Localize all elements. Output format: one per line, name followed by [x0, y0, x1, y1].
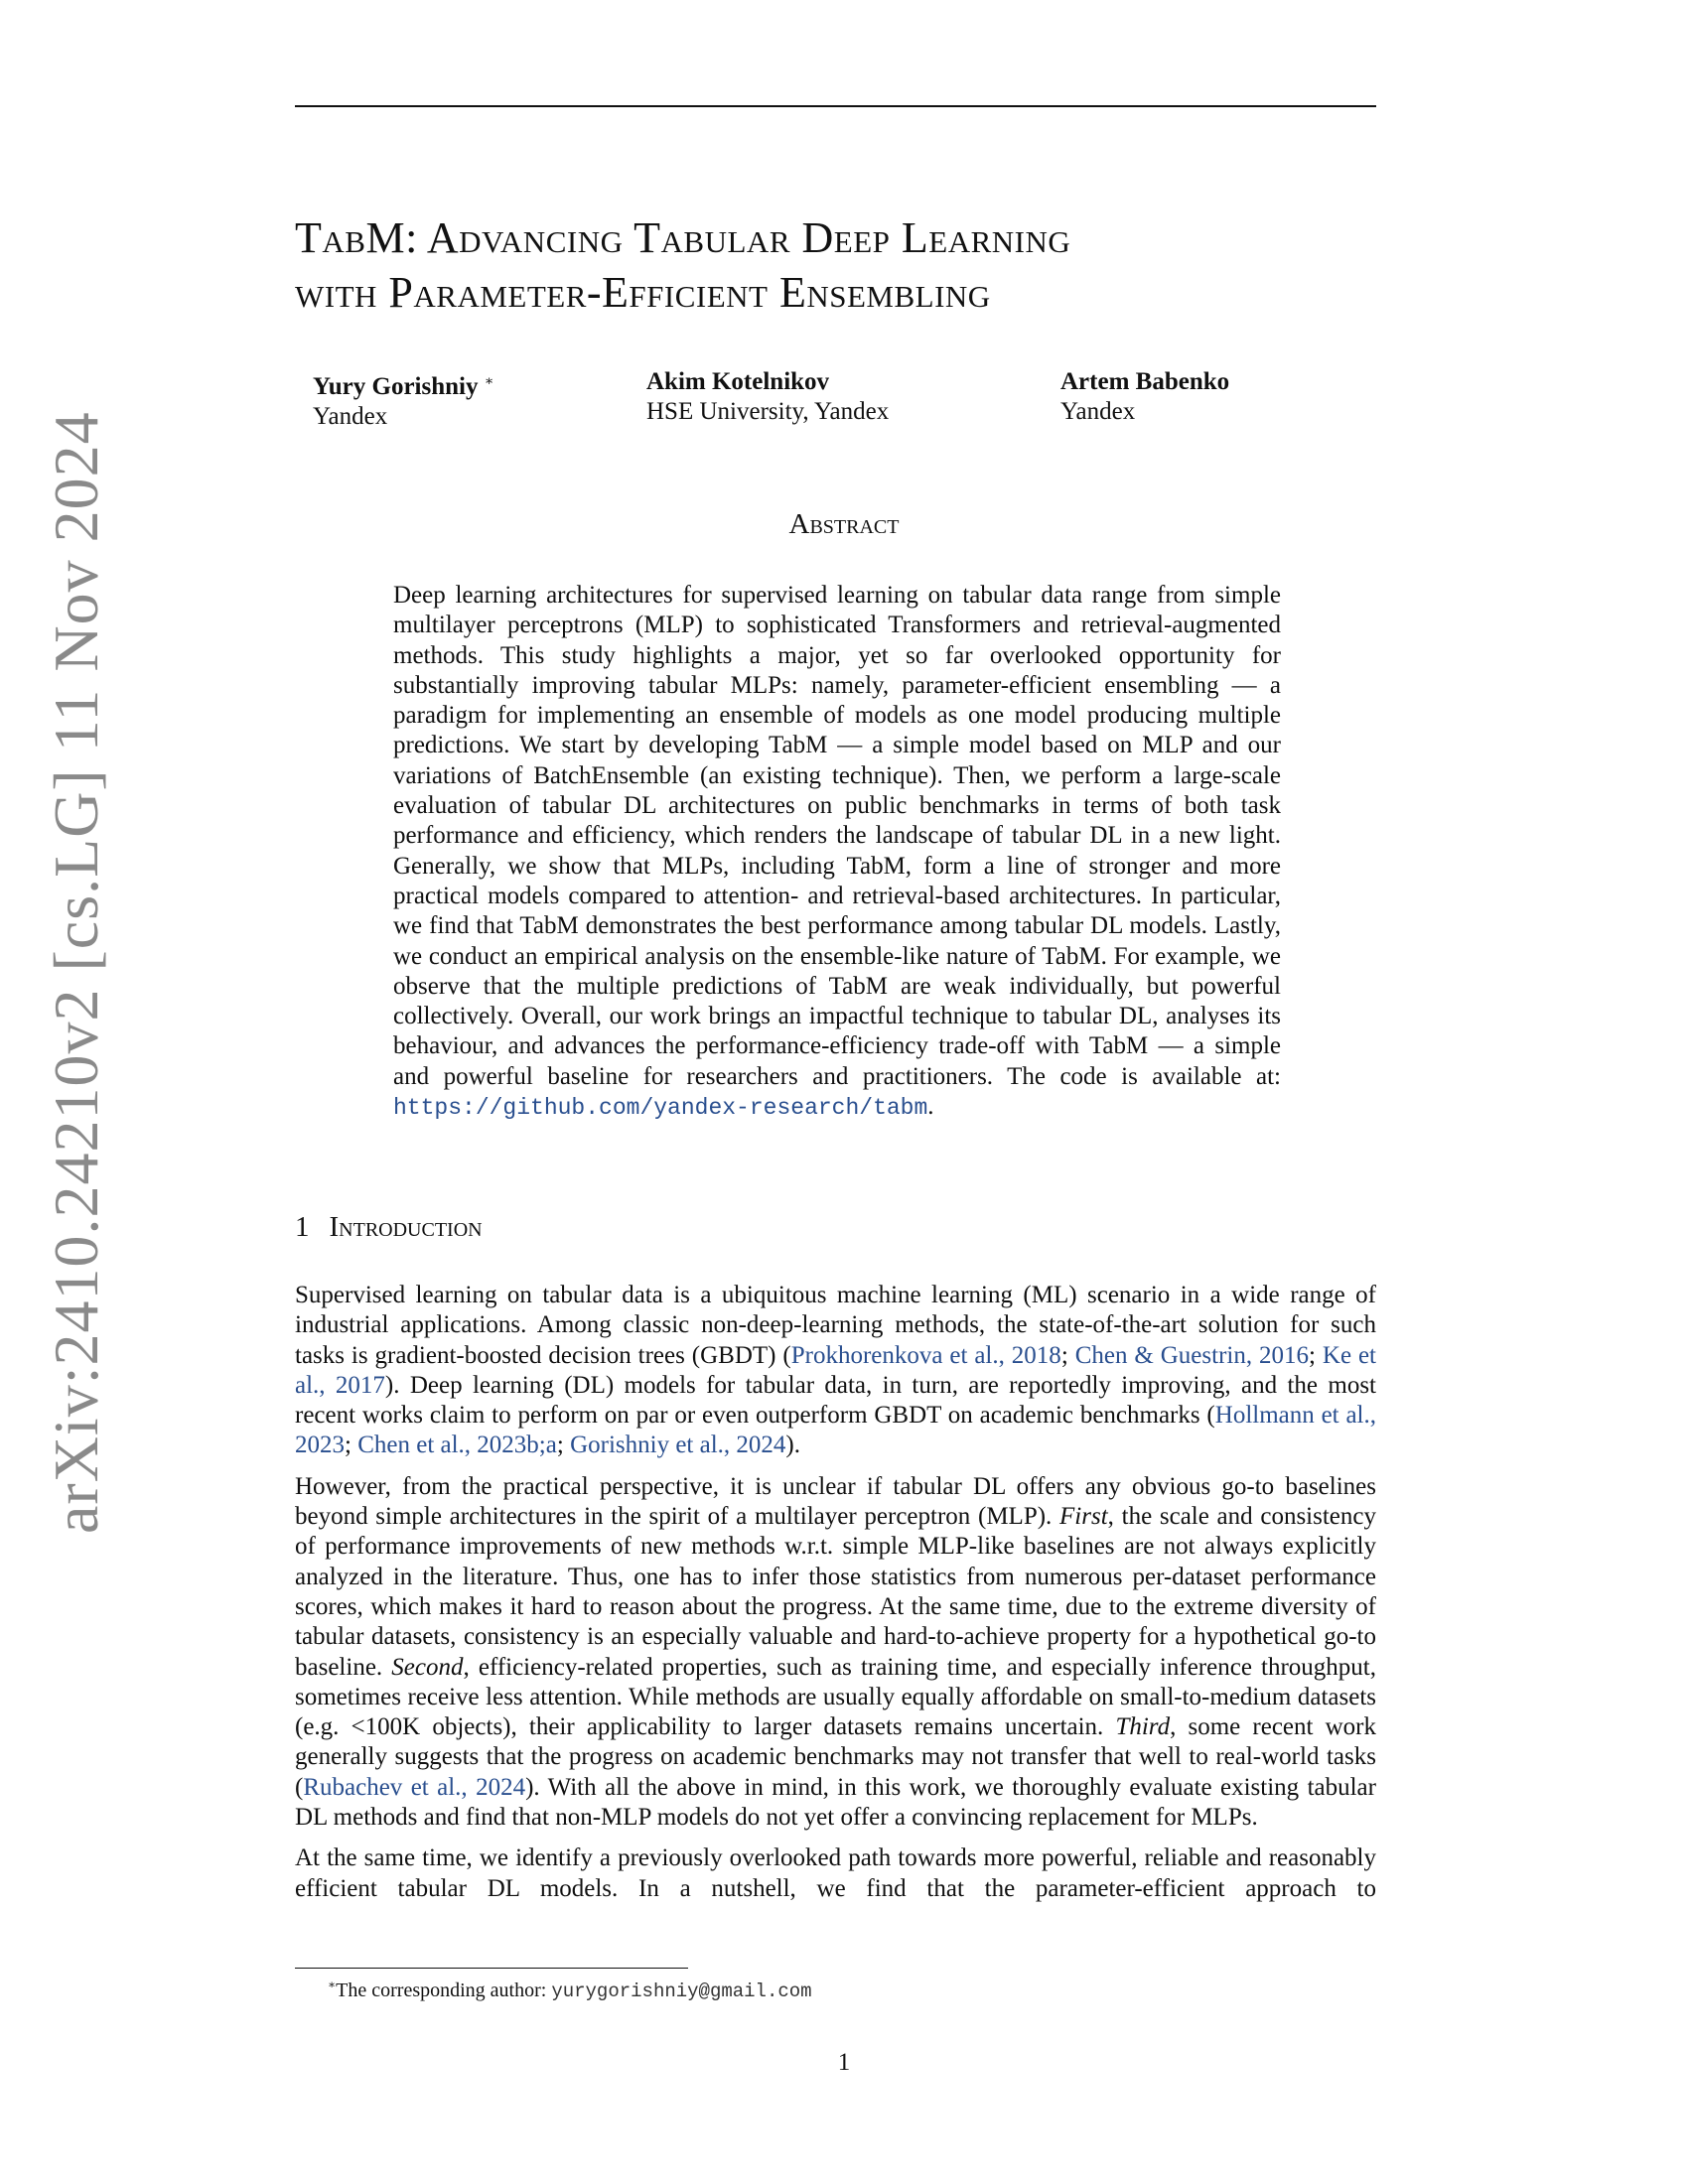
footnote: ∗The corresponding author: yurygorishniy@gmail.com — [328, 1978, 812, 2002]
abstract-heading: Abstract — [788, 508, 900, 540]
citation-link[interactable]: Chen et al., 2023b;a — [357, 1432, 557, 1459]
citation-link[interactable]: Rubachev et al., 2024 — [303, 1773, 526, 1801]
citation-link[interactable]: Gorishniy et al., 2024 — [570, 1432, 786, 1459]
author-email: yurygorishniy@gmail.com — [551, 1980, 812, 2002]
paper-title — [295, 210, 1070, 320]
section-heading-introduction — [295, 1211, 483, 1244]
page-number: 1 — [837, 2049, 851, 2076]
paragraph-3: At the same time, we identify a previously overlooked path towards more powerful, reliable and reasonably efficient tabular DL models. In a nutshell, we find that the parameter-efficient approach to — [295, 1844, 1376, 1902]
citation-link[interactable]: Chen & Guestrin, 2016 — [1074, 1341, 1310, 1369]
author-2 — [646, 367, 889, 427]
section-number: 1 — [295, 1211, 310, 1243]
top-rule — [295, 105, 1376, 107]
author-affiliation: Yandex — [313, 403, 388, 430]
paragraph-2: However, from the practical perspective, it is unclear if tabular DL offers any obvious go-to baselines beyond simple architectures in the spirit of a multilayer perceptron (MLP). First, the scale and consistency of performance improvements of new methods w.r.t. simple MLP-like baselines are not always explicitly analyzed in the literature. Thus, one has to infer those statistics from numerous per-dataset performance scores, which makes it hard to reason about the progress. At the same time, due to the extreme diversity of tabular datasets, consistency is an especially valuable and hard-to-achieve property for a hypothetical go-to baseline. Second, efficiency-related properties, such as training time, and especially inference throughput, sometimes receive less attention. While methods are usually equally affordable on small-to-medium datasets (e.g. <100K objects), their applicability to larger datasets remains uncertain. Third, some recent work generally suggests that the progress on academic benchmarks may not transfer that well to real-world tasks (Rubachev et al., 2024). With all the above in mind, in this work, we thoroughly evaluate existing tabular DL methods and find that non-MLP models do not yet offer a convincing replacement for MLPs. — [295, 1472, 1376, 1832]
section-title: Introduction — [329, 1211, 483, 1243]
author-name: Akim Kotelnikov — [646, 368, 830, 395]
arxiv-stamp: arXiv:2410.24210v2 [cs.LG] 11 Nov 2024 — [41, 411, 111, 1534]
author-affiliation: HSE University, Yandex — [646, 398, 890, 425]
abstract-text: Deep learning architectures for supervised learning on tabular data range from simple multilayer perceptrons (MLP) to sophisticated Transformers and retrieval-augmented methods. This study highlights a major, yet so far overlooked opportunity for substantially improving tabular MLPs: namely, parameter-efficient ensembling — a paradigm for implementing an ensemble of models as one model producing multiple predictions. We start by developing TabM — a simple model based on MLP and our variations of BatchEnsemble (an existing technique). Then, we perform a large-scale evaluation of tabular DL architectures on public benchmarks in terms of both task performance and efficiency, which renders the landscape of tabular DL in a new light. Generally, we show that MLPs, including TabM, form a line of stronger and more practical models compared to attention- and retrieval-based architectures. In particular, we find that TabM demonstrates the best performance among tabular DL models. Lastly, we conduct an empirical analysis on the ensemble-like nature of TabM. For example, we observe that the multiple predictions of TabM are weak individually, but powerful collectively. Overall, our work brings an impactful technique to tabular DL, analyses its behaviour, and advances the performance-efficiency trade-off with TabM — a simple and powerful baseline for researchers and practitioners. The code is available at: — [393, 582, 1281, 1090]
paragraph-1: Supervised learning on tabular data is a ubiquitous machine learning (ML) scenario in a wide range of industrial applications. Among classic non-deep-learning methods, the state-of-the-art solution for such tasks is gradient-boosted decision trees (GBDT) (Prokhorenkova et al., 2018; Chen & Guestrin, 2016; Ke et al., 2017). Deep learning (DL) models for tabular data, in turn, are reportedly improving, and the most recent works claim to perform on par or even outperform GBDT on academic benchmarks (Hollmann et al., 2023; Chen et al., 2023b;a; Gorishniy et al., 2024). — [295, 1282, 1376, 1459]
author-name: Yury Gorishniy — [313, 373, 479, 400]
footnote-mark[interactable]: ∗ — [484, 374, 494, 389]
title-line-1: TabM: Advancing Tabular Deep Learning — [295, 213, 1071, 262]
citation-link[interactable]: Ke et al., 2017 — [295, 1341, 1376, 1399]
citation-link[interactable]: Prokhorenkova et al., 2018 — [790, 1341, 1061, 1369]
code-link[interactable]: https://github.com/yandex-research/tabm — [393, 1095, 928, 1122]
author-1 — [313, 367, 493, 432]
introduction-body — [295, 1281, 1376, 1915]
footnote-rule — [295, 1968, 688, 1969]
abstract-body: Deep learning architectures for supervised learning on tabular data range from simple multilayer perceptrons (MLP) to sophisticated Transformers and retrieval-augmented methods. This study highlights a major, yet so far overlooked opportunity for substantially improving tabular MLPs: namely, parameter-efficient ensembling — a paradigm for implementing an ensemble of models as one model producing multiple predictions. We start by developing TabM — a simple model based on MLP and our variations of BatchEnsemble (an existing technique). Then, we perform a large-scale evaluation of tabular DL architectures on public benchmarks in terms of both task performance and efficiency, which renders the landscape of tabular DL in a new light. Generally, we show that MLPs, including TabM, form a line of stronger and more practical models compared to attention- and retrieval-based architectures. In particular, we find that TabM demonstrates the best performance among tabular DL models. Lastly, we conduct an empirical analysis on the ensemble-like nature of TabM. For example, we observe that the multiple predictions of TabM are weak individually, but powerful collectively. Overall, our work brings an impactful technique to tabular DL, analyses its behaviour, and advances the performance-efficiency trade-off with TabM — a simple and powerful baseline for researchers and practitioners. The code is available at: https://github.com/yandex-research/tabm. — [393, 582, 1281, 1122]
title-line-2: with Parameter-Efficient Ensembling — [295, 268, 991, 317]
citation-link[interactable]: Hollmann et al., 2023 — [295, 1402, 1376, 1459]
author-3 — [1060, 367, 1229, 427]
author-affiliation: Yandex — [1060, 398, 1136, 425]
author-name: Artem Babenko — [1060, 368, 1230, 395]
